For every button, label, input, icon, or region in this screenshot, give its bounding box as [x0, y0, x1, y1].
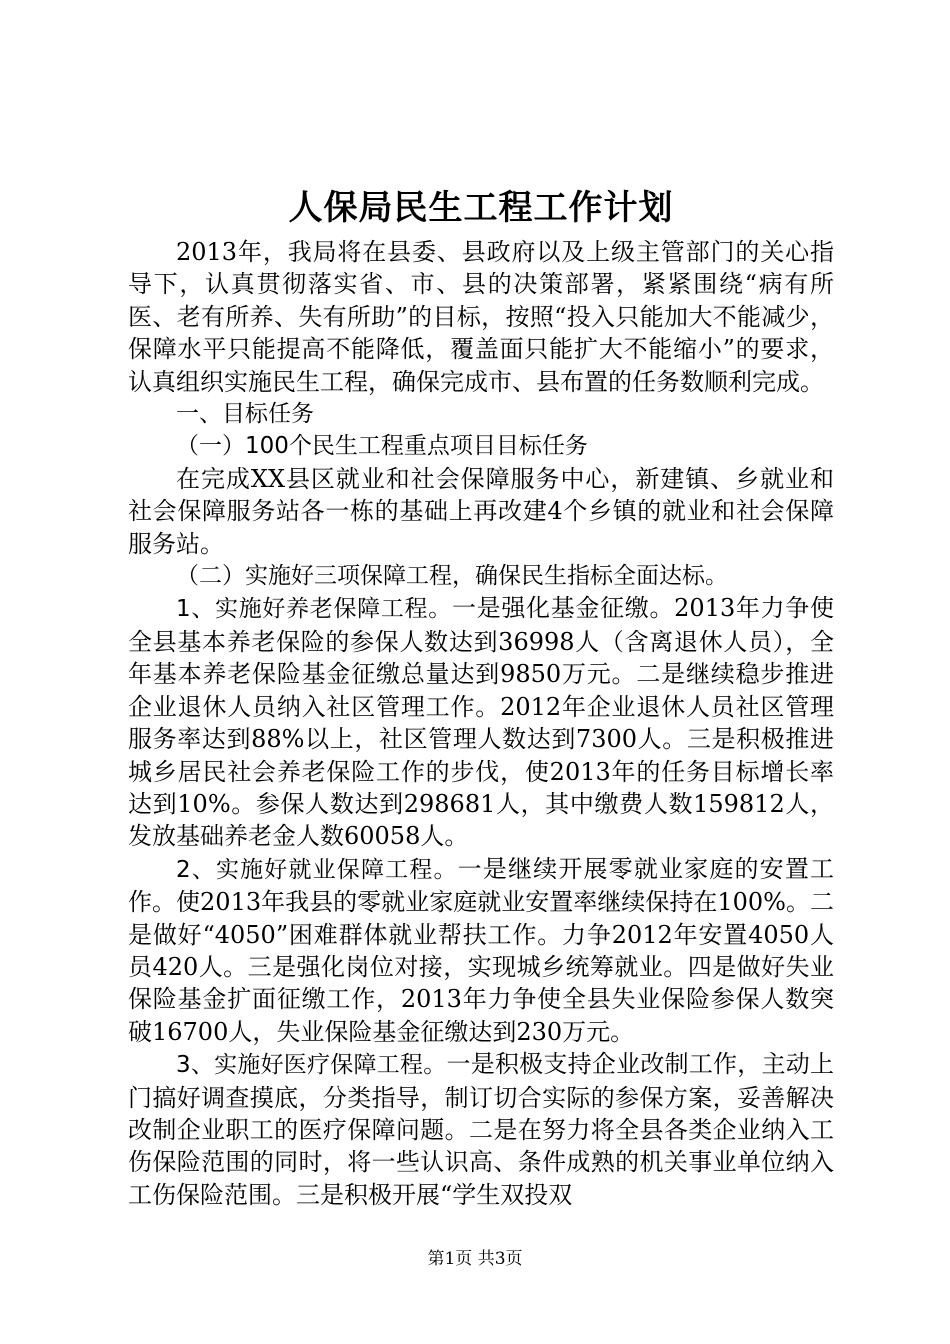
item-text: 一是积极支持企业改制工作，主动上门搞好调查摸底，分类指导，制订切合实际的参保方案，妥善解决改制企业职工的医疗保障问题。二是在努力将全县各类企业纳入工伤保险范围的同时，将一些认识高、条件成熟的机关事业单位纳入工伤保险范围。三是积极开展“学生双投双	[128, 1050, 835, 1209]
intro-paragraph: 2013年，我局将在县委、县政府以及上级主管部门的关心指导下，认真贯彻落实省、市、县的决策部署，紧紧围绕“病有所医、老有所养、失有所助”的目标，按照“投入只能加大不能减少，保障水平只能提高不能降低，覆盖面只能扩大不能缩小”的要求，认真组织实施民生工程，确保完成市、县布置的任务数顺利完成。	[128, 238, 834, 396]
item-lead: 3、实施好医疗保障工程。	[176, 1052, 447, 1079]
subsection-heading: （一）100个民生工程重点项目目标任务	[176, 433, 588, 460]
page-number: 第1页 共3页	[427, 1249, 523, 1269]
item-lead: 2、实施好就业保障工程。	[176, 856, 458, 883]
item-paragraph-employment	[128, 853, 834, 1048]
section-heading: 一、目标任务	[176, 401, 314, 428]
subsection-paragraph: 在完成XX县区就业和社会保障服务中心，新建镇、乡就业和社会保障服务站各一栋的基础上再改建4个乡镇的就业和社会保障服务站。	[128, 464, 834, 558]
document-body	[128, 236, 834, 1211]
document-title: 人保局民生工程工作计划	[288, 188, 674, 228]
item-paragraph-medical	[128, 1048, 834, 1211]
item-text: 一是强化基金征缴。2013年力争使全县基本养老保险的参保人数达到36998人（含离退休人员），全年基本养老保险基金征缴总量达到9850万元。二是继续稳步推进企业退休人员纳入社区管理工作。2012年企业退休人员社区管理服务率达到88%以上，社区管理人数达到7300人。三是积极推进城乡居民社会养老保险工作的步伐，使2013年的任务目标增长率达到10%。参保人数达到298681人，其中缴费人数159812人，发放基础养老金人数60058人。	[128, 594, 835, 851]
item-text: 一是继续开展零就业家庭的安置工作。使2013年我县的零就业家庭就业安置率继续保持在100%。二是做好“4050”困难群体就业帮扶工作。力争2012年安置4050人员420人。三是强化岗位对接，实现城乡统筹就业。四是做好失业保险基金扩面征缴工作，2013年力争使全县失业保险参保人数突破16700人，失业保险基金征缴达到230万元。	[128, 854, 835, 1046]
item-lead: 1、实施好养老保障工程。	[176, 596, 452, 623]
subsection-heading: （二）实施好三项保障工程，确保民生指标全面达标。	[176, 563, 728, 590]
item-paragraph-pension	[128, 592, 834, 852]
